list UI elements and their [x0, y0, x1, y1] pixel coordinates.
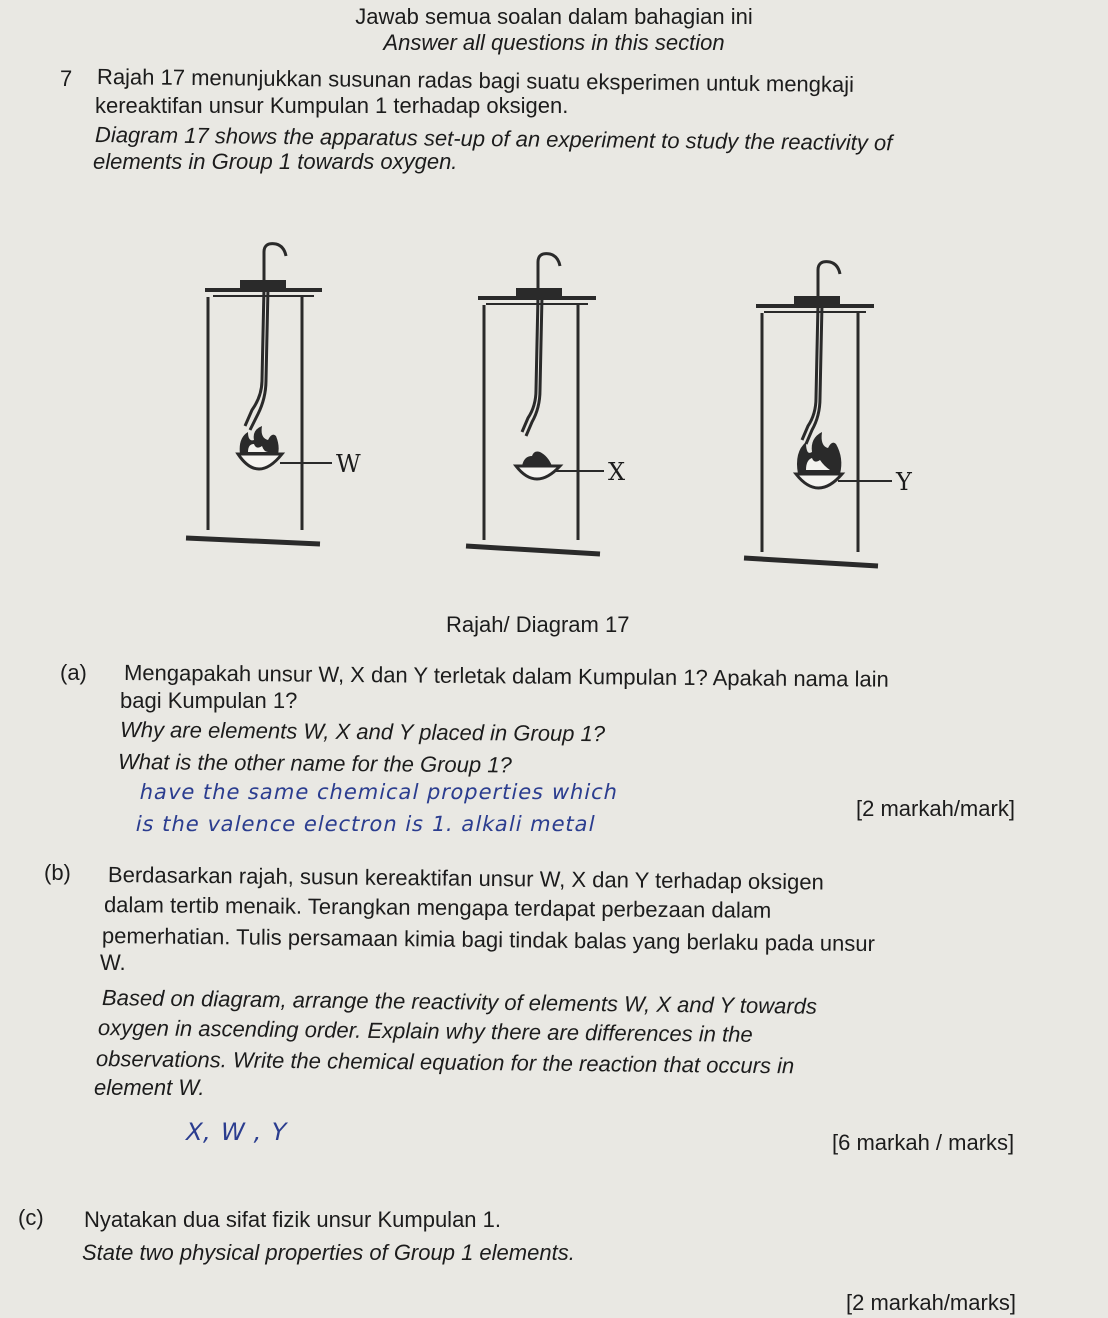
section-header-english: Answer all questions in this section [383, 30, 725, 55]
part-b-malay-line-4: W. [100, 950, 126, 975]
intro-malay-line-2: kereaktifan unsur Kumpulan 1 terhadap oksigen. [95, 93, 569, 118]
gas-jar-w [186, 244, 322, 544]
part-a-label: (a) [60, 660, 87, 685]
intro-english-line-2: elements in Group 1 towards oxygen. [93, 149, 458, 174]
part-b-english-line-3: observations. Write the chemical equation for the reaction that occurs in [95, 1046, 795, 1079]
part-c-english-line-1: State two physical properties of Group 1 elements. [82, 1240, 575, 1265]
flame-x [522, 452, 552, 467]
label-w: W [336, 450, 361, 478]
section-header-malay: Jawab semua soalan dalam bahagian ini [355, 4, 753, 29]
part-c-label: (c) [18, 1205, 44, 1230]
part-b-marks: [6 markah / marks] [832, 1130, 1015, 1155]
question-number: 7 [60, 66, 73, 91]
gas-jar-x [466, 254, 600, 554]
part-b-malay-line-2: dalam tertib menaik. Terangkan mengapa terdapat perbezaan dalam [103, 892, 772, 923]
intro-malay-line-1: Rajah 17 menunjukkan susunan radas bagi suatu eksperimen untuk mengkaji [96, 64, 855, 97]
part-c-marks: [2 markah/marks] [846, 1290, 1016, 1315]
part-a-answer-line-1: have the same chemical properties which [137, 780, 621, 804]
intro-english-line-1: Diagram 17 shows the apparatus set-up of an experiment to study the reactivity of [94, 122, 893, 156]
part-b-malay-line-3: pemerhatian. Tulis persamaan kimia bagi tindak balas yang berlaku pada unsur [101, 923, 876, 957]
part-b-english-line-2: oxygen in ascending order. Explain why there are differences in the [97, 1015, 753, 1047]
part-b-label: (b) [44, 860, 71, 885]
part-b-english-line-1: Based on diagram, arrange the reactivity of elements W, X and Y towards [101, 985, 818, 1019]
part-a-malay-line-2: bagi Kumpulan 1? [120, 688, 298, 713]
part-b-malay-line-1: Berdasarkan rajah, susun kereaktifan unsur W, X dan Y terhadap oksigen [107, 862, 824, 895]
label-y: Y [896, 468, 912, 496]
gas-jar-y [744, 262, 878, 566]
part-c-malay-line-1: Nyatakan dua sifat fizik unsur Kumpulan 1. [84, 1207, 502, 1232]
flame-w [240, 426, 279, 454]
part-b-answer: X, W , Y [183, 1118, 290, 1146]
part-a-answer-line-2: is the valence electron is 1. alkali metal [133, 812, 599, 836]
label-x: X [608, 458, 626, 486]
part-a-english-line-2: What is the other name for the Group 1? [117, 749, 512, 778]
apparatus-diagram [0, 0, 1108, 600]
part-a-malay-line-1: Mengapakah unsur W, X dan Y terletak dalam Kumpulan 1? Apakah nama lain [123, 660, 889, 692]
diagram-caption: Rajah/ Diagram 17 [446, 612, 630, 637]
part-b-english-line-4: element W. [94, 1075, 205, 1100]
part-a-marks: [2 markah/mark] [856, 796, 1015, 821]
part-a-english-line-1: Why are elements W, X and Y placed in Group 1? [119, 717, 606, 747]
